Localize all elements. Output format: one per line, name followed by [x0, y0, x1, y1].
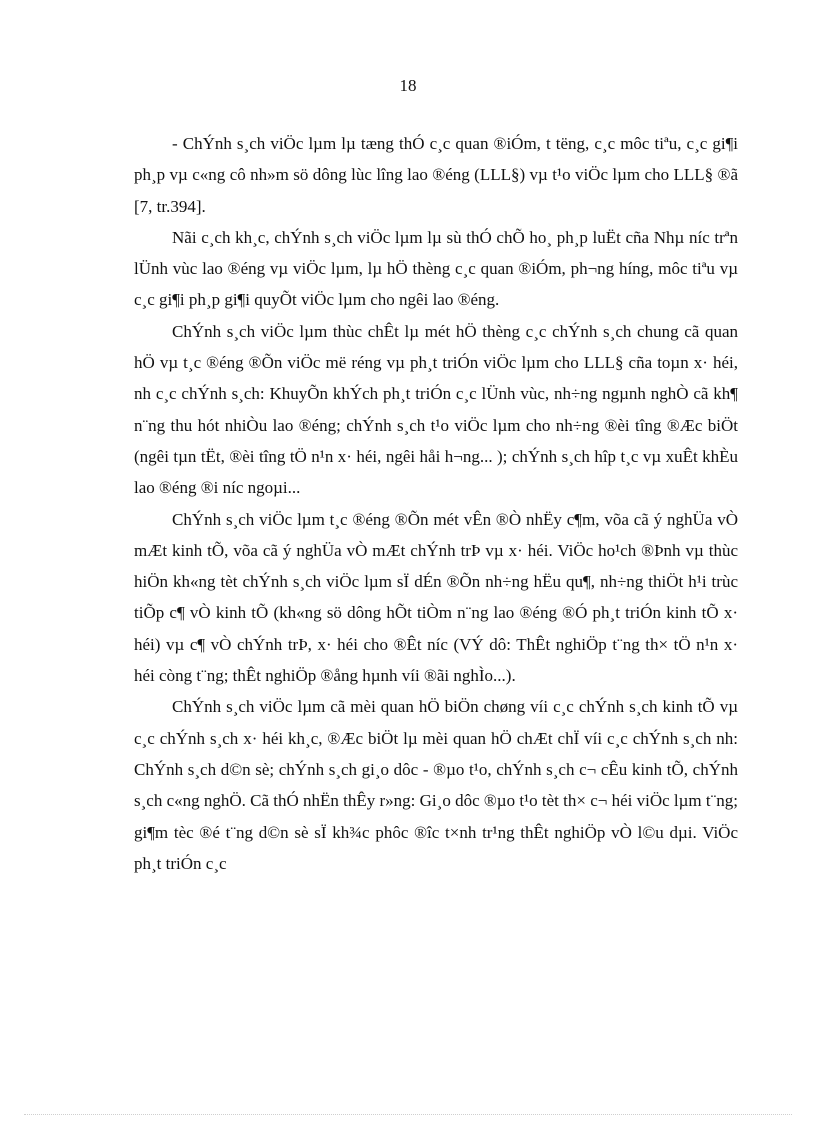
body-text [134, 128, 738, 879]
paragraph-5: ChÝnh s¸ch viÖc lµm cã mèi quan hÖ biÖn chøng víi c¸c chÝnh s¸ch kinh tÕ vµ c¸c chÝnh s¸ch x· héi kh¸c, ®Æc biÖt lµ mèi quan hÖ chÆt chÏ víi c¸c chÝnh s¸ch nh: ChÝnh s¸ch d©n sè; chÝnh s¸ch gi¸o dôc - ®µo t¹o, chÝnh s¸ch c¬ cÊu kinh tÕ, chÝnh s¸ch c«ng nghÖ. Cã thÓ nhËn thÊy r»ng: Gi¸o dôc ®µo t¹o tèt th× c¬ héi viÖc lµm t¨ng; gi¶m tèc ®é t¨ng d©n sè sÏ kh¾c phôc ®îc t×nh tr¹ng thÊt nghiÖp vÒ l©u dµi. ViÖc ph¸t triÓn c¸c [134, 697, 738, 873]
paragraph-4: ChÝnh s¸ch viÖc lµm t¸c ®éng ®Õn mét vÊn ®Ò nhËy c¶m, võa cã ý nghÜa vÒ mÆt kinh tÕ, võa cã ý nghÜa vÒ mÆt chÝnh trÞ vµ x· héi. ViÖc ho¹ch ®Þnh vµ thùc hiÖn kh«ng tèt chÝnh s¸ch viÖc lµm sÏ dÉn ®Õn nh÷ng hËu qu¶, nh÷ng thiÖt h¹i trùc tiÕp c¶ vÒ kinh tÕ (kh«ng sö dông hÕt tiÒm n¨ng lao ®éng ®Ó ph¸t triÓn kinh tÕ x· héi) vµ c¶ vÒ chÝnh trÞ, x· héi cho ®Êt níc (VÝ dô: ThÊt nghiÖp t¨ng th× tÖ n¹n x· héi còng t¨ng; thÊt nghiÖp ®ång hµnh víi ®ãi nghÌo...). [134, 509, 738, 686]
paragraph-3: ChÝnh s¸ch viÖc lµm thùc chÊt lµ mét hÖ thèng c¸c chÝnh s¸ch chung cã quan hÖ vµ t¸c ®éng ®Õn viÖc më réng vµ ph¸t triÓn viÖc lµm cho LLL§ cña toµn x· héi, nh c¸c chÝnh s¸ch: KhuyÕn khÝch ph¸t triÓn c¸c lÜnh vùc, nh÷ng ngµnh nghÒ cã kh¶ n¨ng thu hót nhiÒu lao ®éng; chÝnh s¸ch t¹o viÖc lµm cho nh÷ng ®èi tîng ®Æc biÖt (ngêi tµn tËt, ®èi tîng tÖ n¹n x· héi, ngêi håi h¬ng... ); chÝnh s¸ch hîp t¸c vµ xuÊt khÈu lao ®éng ®i níc ngoµi... [134, 321, 738, 498]
page-number: 18 [399, 76, 417, 95]
paragraph-2: Nãi c¸ch kh¸c, chÝnh s¸ch viÖc lµm lµ sù thÓ chÕ ho¸ ph¸p luËt cña Nhµ níc trªn lÜnh vùc lao ®éng vµ viÖc lµm, lµ hÖ thèng c¸c quan ®iÓm, ph¬ng híng, môc tiªu vµ c¸c gi¶i ph¸p gi¶i quyÕt viÖc lµm cho ngêi lao ®éng. [134, 227, 738, 310]
paragraph-1: - ChÝnh s¸ch viÖc lµm lµ tæng thÓ c¸c quan ®iÓm, t tëng, c¸c môc tiªu, c¸c gi¶i ph¸p vµ c«ng cô nh»m sö dông lùc lîng lao ®éng (LLL§) vµ t¹o viÖc lµm cho LLL§ ®ã [7, tr.394]. [134, 134, 738, 216]
bottom-dotted-rule [24, 1114, 792, 1115]
